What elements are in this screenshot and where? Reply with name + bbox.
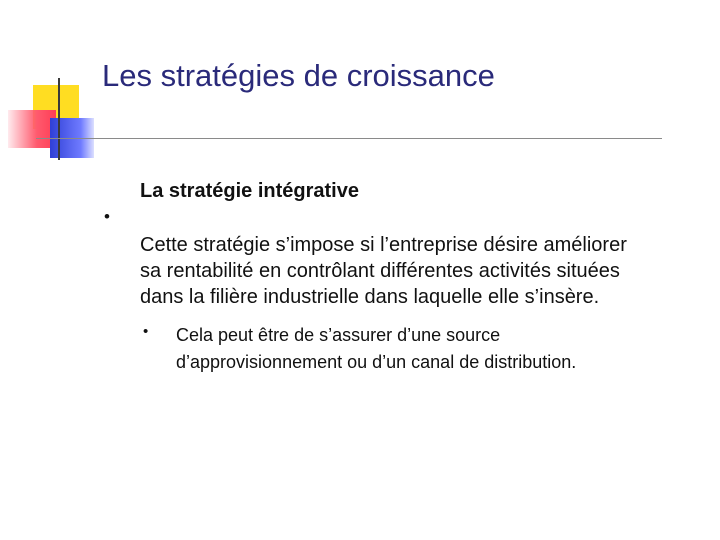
slide-logo-decoration xyxy=(0,0,110,170)
sub-bullet-text: Cela peut être de s’assurer d’une source d’approvisionnement ou d’un canal de distribution. xyxy=(176,325,577,372)
slide-title: Les stratégies de croissance xyxy=(102,58,495,93)
red-square-decoration xyxy=(8,110,56,148)
subheading: La stratégie intégrative xyxy=(140,180,359,202)
title-divider xyxy=(36,138,662,139)
vertical-rule xyxy=(58,78,60,160)
bullet-text xyxy=(140,206,640,310)
bullet-marker: • xyxy=(104,207,110,226)
sub-bullet-marker: • xyxy=(143,323,149,340)
bullet-text-content: Cette stratégie s’impose si l’entreprise désire améliorer sa rentabilité en contrôlant différentes activités situées dans la filière industrielle dans laquelle elle s’insère. xyxy=(140,234,627,308)
